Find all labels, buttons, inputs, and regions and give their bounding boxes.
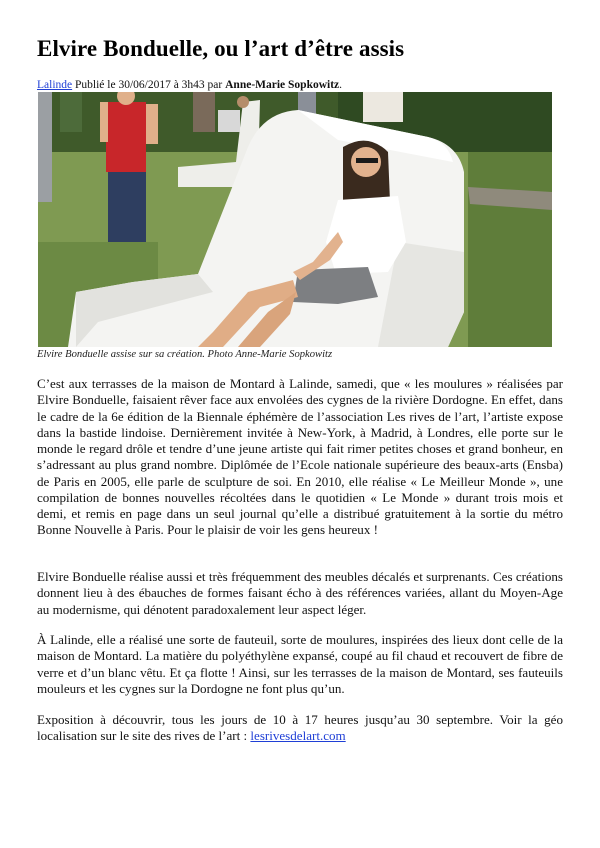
paragraph-4-text: Exposition à découvrir, tous les jours de 10 à 17 heures jusqu’au 30 septembre. Voir la géo localisation sur le site des rives de l’art : [37, 712, 563, 744]
article-title: Elvire Bonduelle, ou l’art d’être assis [37, 36, 405, 61]
paragraph-2: Elvire Bonduelle réalise aussi et très fréquemment des meubles décalés et surprenants. Ces créations donnent lieu à des ébauches de formes faisant écho à des références variées, allant du Moyen-Age au modernisme, qui dénotent paradoxalement leur aspect léger. [37, 569, 563, 617]
published-text: Publié le 30/06/2017 à 3h43 par [72, 79, 226, 91]
article-photo [38, 92, 552, 347]
paragraph-1: C’est aux terrasses de la maison de Montard à Lalinde, samedi, que « les moulures » réalisées par Elvire Bonduelle, faisaient rêver face aux envolées des cygnes de la rivière Dordogne. En effet, dans le cadre de la 6e édition de la Biennale éphémère de l’association Les rives de l’art, l’artiste expose dans la bastide lindoise. Dernièrement invitée à New-York, à Madrid, à Londres, elle porte sur le monde le regard drôle et tendre d’une jeune artiste qui fait rimer petites choses et grand bonheur, en s’adressant au plus grand nombre. Diplômée de l’Ecole nationale supérieure des beaux-arts (Ensba) de Paris en 2005, elle parle de sculpture de soi. En 2010, elle réalise « Le Meilleur Monde », une compilation de bonnes nouvelles récoltées dans le quotidien « Le Monde » durant trois mois et demi, et remis en page dans un seul journal qu’elle a distribué gratuitement à la sortie du métro Bonne Nouvelle à Paris. Pour le plaisir de voir les gens heureux ! [37, 376, 563, 538]
category-link[interactable]: Lalinde [37, 79, 73, 91]
author-suffix: . [339, 79, 343, 91]
paragraph-3: À Lalinde, elle a réalisé une sorte de fauteuil, sorte de moulures, inspirées des lieux dont celle de la maison de Montard. La matière du polyéthylène expansé, coupé au fil chaud et recouvert de fibre de verre et d’un blanc vêtu. Et ça flotte ! Ainsi, sur les terrasses de la maison de Montard, ses fauteuils mouleurs et les cygnes sur la Dordogne ne font plus qu’un. [37, 632, 563, 696]
paragraph-4 [37, 712, 563, 745]
byline [37, 79, 342, 91]
photo-caption: Elvire Bonduelle assise sur sa création. Photo Anne-Marie Sopkowitz [37, 349, 333, 360]
site-link[interactable]: lesrivesdelart.com [250, 728, 346, 744]
photo-icon [38, 92, 552, 347]
author-name: Anne-Marie Sopkowitz [225, 79, 340, 91]
